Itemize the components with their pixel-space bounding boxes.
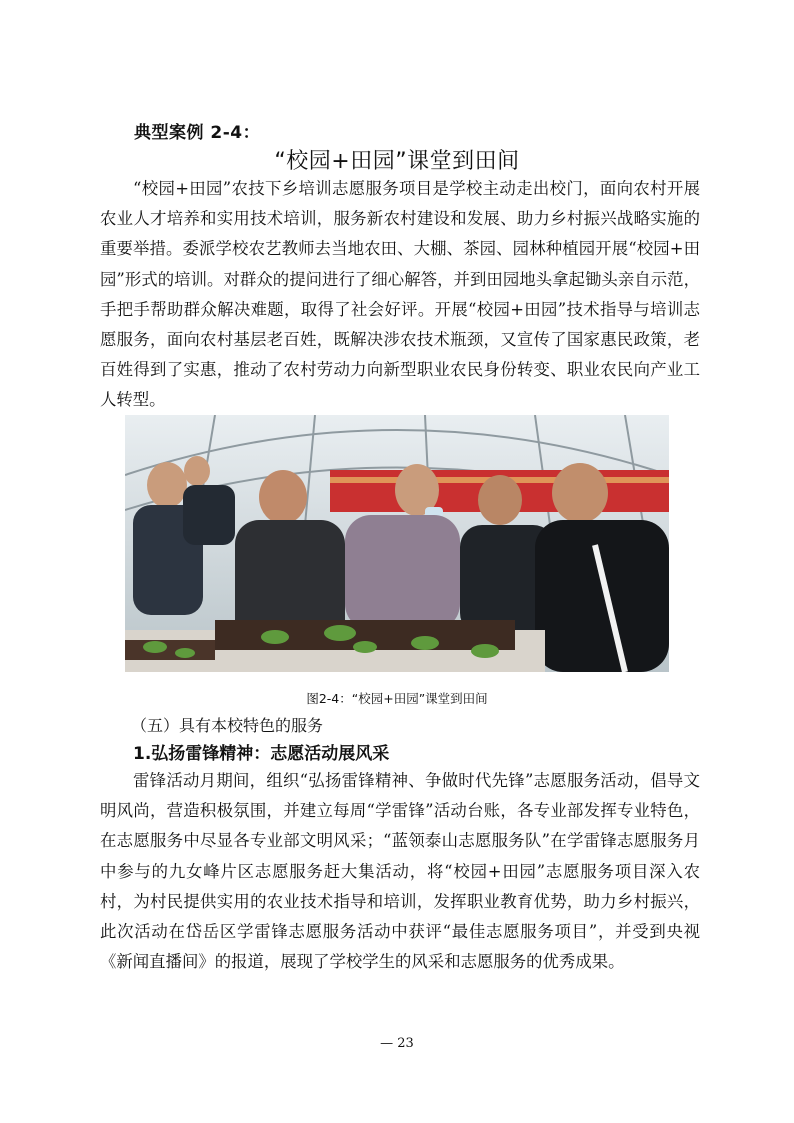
greenhouse-photo <box>125 415 669 672</box>
page-number: — 23 <box>380 1036 414 1051</box>
section-heading: （五）具有本校特色的服务 <box>131 716 324 735</box>
case-label: 典型案例 2-4： <box>134 123 261 143</box>
sub-heading: 1.弘扬雷锋精神：志愿活动展风采 <box>133 744 390 764</box>
case-title: “校园+田园”课堂到田间 <box>274 149 520 174</box>
activity-description-paragraph: 雷锋活动月期间，组织“弘扬雷锋精神、争做时代先锋”志愿服务活动，倡导文明风尚，营造积极氛围，并建立每周“学雷锋”活动台账，各专业部发挥专业特色，在志愿服务中尽显各专业部文明风采；“蓝领泰山志愿服务队”在学雷锋志愿服务月中参与的九女峰片区志愿服务赶大集活动，将“校园+田园”志愿服务项目深入农村，为村民提供实用的农业技术指导和培训，发挥职业教育优势，助力乡村振兴，此次活动在岱岳区学雷锋志愿服务活动中获评“最佳志愿服务项目”，并受到央视《新闻直播间》的报道，展现了学校学生的风采和志愿服务的优秀成果。 <box>100 771 700 972</box>
figure-caption: 图2-4：“校园+田园”课堂到田间 <box>306 691 488 706</box>
case-description-paragraph: “校园+田园”农技下乡培训志愿服务项目是学校主动走出校门，面向农村开展农业人才培养和实用技术培训，服务新农村建设和发展、助力乡村振兴战略实施的重要举措。委派学校农艺教师去当地农田、大棚、茶园、园林种植园开展“校园+田园”形式的培训。对群众的提问进行了细心解答，并到田园地头拿起锄头亲自示范，手把手帮助群众解决难题，取得了社会好评。开展“校园+田园”技术指导与培训志愿服务，面向农村基层老百姓，既解决涉农技术瓶颈，又宣传了国家惠民政策，老百姓得到了实惠，推动了农村劳动力向新型职业农民身份转变、职业农民向产业工人转型。 <box>100 179 700 410</box>
